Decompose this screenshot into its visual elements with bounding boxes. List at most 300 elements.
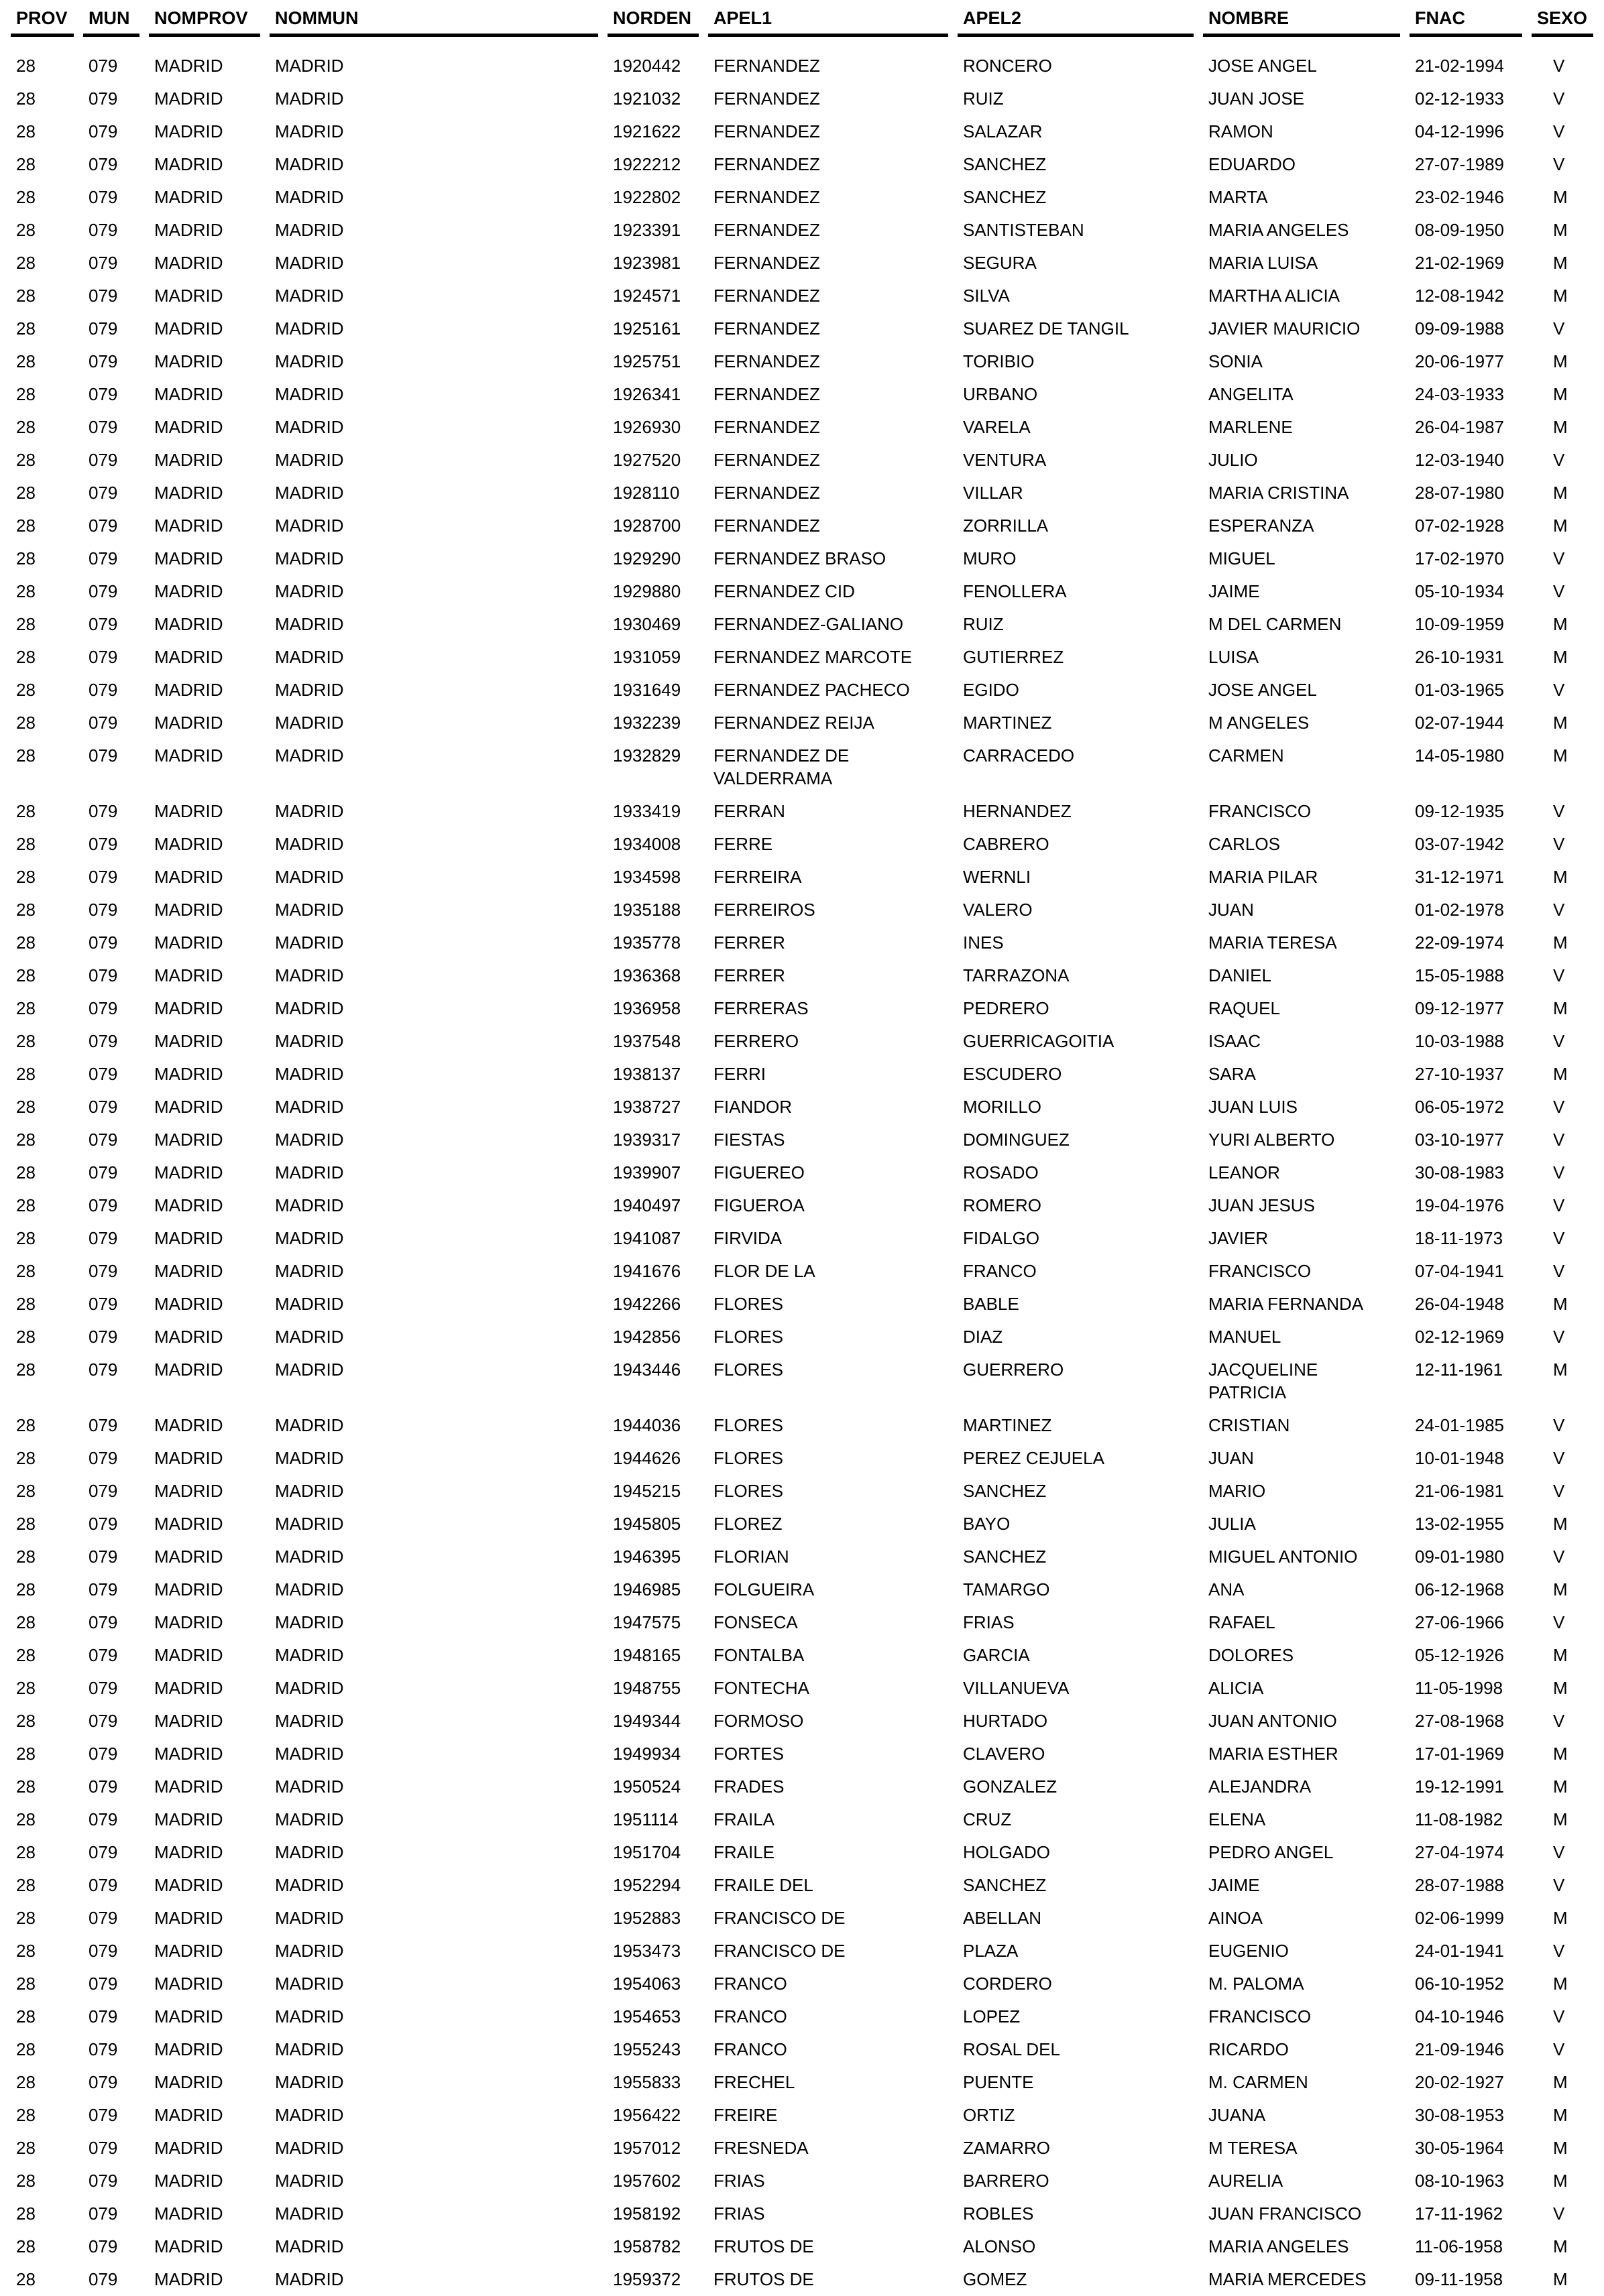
- table-row: [11, 2066, 1593, 2099]
- cell-nommun: MADRID: [275, 2072, 344, 2092]
- cell-apel2: FRIAS: [963, 1612, 1015, 1632]
- cell-sexo: V: [1553, 1327, 1565, 1347]
- cell-nommun: MADRID: [275, 1645, 344, 1665]
- cell-nomprov: MADRID: [154, 1064, 223, 1084]
- cell-prov: 28: [16, 417, 36, 437]
- cell-apel1: FREIRE: [713, 2105, 778, 2125]
- cell-nombre: JOSE ANGEL: [1208, 680, 1317, 700]
- cell-sexo: M: [1553, 1360, 1568, 1380]
- table-row: [11, 37, 1593, 82]
- cell-prov: 28: [16, 614, 36, 634]
- cell-nomprov: MADRID: [154, 932, 223, 953]
- cell-nommun: MADRID: [275, 1130, 344, 1150]
- cell-apel1: FERNANDEZ: [713, 56, 820, 76]
- cell-apel2: GONZALEZ: [963, 1776, 1057, 1797]
- cell-norden: 1927520: [613, 450, 681, 470]
- cell-sexo: M: [1553, 253, 1568, 273]
- cell-mun: 079: [89, 154, 118, 174]
- cell-apel1: FRUTOS DE: [713, 2236, 814, 2256]
- cell-nomprov: MADRID: [154, 1612, 223, 1632]
- cell-nommun: MADRID: [275, 1974, 344, 1994]
- cell-nommun: MADRID: [275, 1744, 344, 1764]
- cell-fnac: 11-06-1958: [1415, 2236, 1503, 2256]
- cell-apel2: LOPEZ: [963, 2006, 1021, 2027]
- cell-prov: 28: [16, 713, 36, 733]
- cell-apel1: FERNANDEZ: [713, 351, 820, 371]
- column-header-apel1: APEL1: [708, 0, 948, 37]
- cell-fnac: 09-11-1958: [1415, 2269, 1503, 2289]
- cell-prov: 28: [16, 483, 36, 503]
- cell-norden: 1921032: [613, 88, 681, 109]
- cell-norden: 1958782: [613, 2236, 681, 2256]
- table-row: [11, 959, 1593, 992]
- cell-sexo: V: [1553, 1448, 1565, 1468]
- cell-apel1: FLORIAN: [713, 1547, 789, 1567]
- table-row: [11, 1189, 1593, 1222]
- cell-fnac: 10-03-1988: [1415, 1031, 1504, 1051]
- cell-norden: 1928700: [613, 516, 681, 536]
- cell-nomprov: MADRID: [154, 1481, 223, 1501]
- table-row: [11, 1968, 1593, 2000]
- cell-sexo: M: [1553, 2236, 1568, 2256]
- cell-fnac: 27-08-1968: [1415, 1711, 1504, 1731]
- cell-sexo: V: [1553, 154, 1565, 174]
- cell-sexo: M: [1553, 516, 1568, 536]
- cell-norden: 1944626: [613, 1448, 681, 1468]
- cell-fnac: 18-11-1973: [1415, 1228, 1503, 1248]
- cell-nomprov: MADRID: [154, 614, 223, 634]
- cell-nomprov: MADRID: [154, 581, 223, 601]
- cell-mun: 079: [89, 88, 118, 109]
- cell-nombre: ALICIA: [1208, 1678, 1264, 1698]
- cell-nommun: MADRID: [275, 351, 344, 371]
- cell-nombre: JUAN: [1208, 1448, 1254, 1468]
- cell-nomprov: MADRID: [154, 187, 223, 207]
- census-table: [1, 0, 1603, 2296]
- cell-apel1: FRAILE DEL: [713, 1875, 813, 1895]
- table-row: [11, 608, 1593, 641]
- cell-apel1: FERRI: [713, 1064, 766, 1084]
- cell-mun: 079: [89, 932, 118, 953]
- cell-nommun: MADRID: [275, 1097, 344, 1117]
- cell-norden: 1945805: [613, 1514, 681, 1534]
- cell-fnac: 30-05-1964: [1415, 2138, 1504, 2158]
- cell-prov: 28: [16, 548, 36, 568]
- cell-apel2: ZORRILLA: [963, 516, 1049, 536]
- cell-sexo: V: [1553, 450, 1565, 470]
- cell-mun: 079: [89, 2236, 118, 2256]
- cell-apel1: FERNANDEZ REIJA: [713, 713, 874, 733]
- cell-apel2: ABELLAN: [963, 1908, 1042, 1928]
- cell-apel2: CLAVERO: [963, 1744, 1045, 1764]
- cell-apel1: FOLGUEIRA: [713, 1579, 815, 1599]
- cell-nombre: M. PALOMA: [1208, 1974, 1304, 1994]
- cell-fnac: 08-10-1963: [1415, 2171, 1504, 2191]
- cell-apel2: CRUZ: [963, 1809, 1012, 1829]
- table-row: [11, 1025, 1593, 1058]
- table-row: [11, 1639, 1593, 1672]
- cell-prov: 28: [16, 121, 36, 141]
- cell-norden: 1958192: [613, 2203, 681, 2224]
- cell-apel1: FIGUEREO: [713, 1162, 805, 1183]
- table-row: [11, 378, 1593, 411]
- cell-fnac: 19-04-1976: [1415, 1195, 1504, 1215]
- cell-fnac: 17-02-1970: [1415, 548, 1504, 568]
- cell-apel2: GOMEZ: [963, 2269, 1027, 2289]
- cell-apel1: FRANCO: [713, 2006, 787, 2027]
- cell-norden: 1932239: [613, 713, 681, 733]
- cell-apel1: FRIAS: [713, 2171, 765, 2191]
- cell-apel1: FIESTAS: [713, 1130, 785, 1150]
- cell-norden: 1921622: [613, 121, 681, 141]
- cell-nombre: JUAN: [1208, 900, 1254, 920]
- cell-mun: 079: [89, 1744, 118, 1764]
- cell-norden: 1941087: [613, 1228, 681, 1248]
- cell-nombre: ISAAC: [1208, 1031, 1261, 1051]
- cell-fnac: 06-10-1952: [1415, 1974, 1504, 1994]
- cell-nombre: JUAN JOSE: [1208, 88, 1305, 109]
- cell-nombre: AINOA: [1208, 1908, 1263, 1928]
- cell-nomprov: MADRID: [154, 450, 223, 470]
- cell-mun: 079: [89, 318, 118, 339]
- cell-norden: 1935778: [613, 932, 681, 953]
- cell-prov: 28: [16, 745, 36, 766]
- table-row: [11, 1409, 1593, 1442]
- cell-fnac: 27-10-1937: [1415, 1064, 1504, 1084]
- cell-fnac: 10-01-1948: [1415, 1448, 1504, 1468]
- cell-sexo: V: [1553, 2203, 1565, 2224]
- cell-nommun: MADRID: [275, 253, 344, 273]
- cell-nommun: MADRID: [275, 56, 344, 76]
- table-header-row: [11, 0, 1593, 37]
- cell-fnac: 04-10-1946: [1415, 2006, 1504, 2027]
- column-header-prov: PROV: [11, 0, 74, 37]
- cell-sexo: V: [1553, 680, 1565, 700]
- cell-norden: 1936958: [613, 998, 681, 1018]
- cell-nommun: MADRID: [275, 1327, 344, 1347]
- cell-nommun: MADRID: [275, 318, 344, 339]
- cell-mun: 079: [89, 1908, 118, 1928]
- cell-apel1: FERNANDEZ: [713, 450, 820, 470]
- cell-sexo: M: [1553, 2269, 1568, 2289]
- cell-mun: 079: [89, 1031, 118, 1051]
- table-row: [11, 542, 1593, 575]
- cell-fnac: 24-01-1941: [1415, 1941, 1504, 1961]
- cell-nombre: EUGENIO: [1208, 1941, 1289, 1961]
- table-row: [11, 2263, 1593, 2296]
- table-row: [11, 1606, 1593, 1639]
- cell-apel2: ROMERO: [963, 1195, 1041, 1215]
- cell-nombre: MARTHA ALICIA: [1208, 286, 1340, 306]
- cell-prov: 28: [16, 2269, 36, 2289]
- cell-mun: 079: [89, 548, 118, 568]
- cell-nombre: ELENA: [1208, 1809, 1266, 1829]
- cell-mun: 079: [89, 1195, 118, 1215]
- cell-norden: 1939317: [613, 1130, 681, 1150]
- cell-sexo: M: [1553, 932, 1568, 953]
- cell-apel2: PEREZ CEJUELA: [963, 1448, 1104, 1468]
- cell-apel2: VALERO: [963, 900, 1033, 920]
- cell-mun: 079: [89, 647, 118, 667]
- cell-sexo: V: [1553, 56, 1565, 76]
- cell-sexo: M: [1553, 614, 1568, 634]
- cell-norden: 1920442: [613, 56, 681, 76]
- cell-apel1: FERNANDEZ PACHECO: [713, 680, 910, 700]
- cell-mun: 079: [89, 1448, 118, 1468]
- cell-mun: 079: [89, 2138, 118, 2158]
- cell-nombre: DOLORES: [1208, 1645, 1294, 1665]
- cell-fnac: 08-09-1950: [1415, 220, 1504, 240]
- cell-apel1: FLORES: [713, 1294, 784, 1314]
- cell-prov: 28: [16, 900, 36, 920]
- cell-nomprov: MADRID: [154, 2203, 223, 2224]
- table-row: [11, 1836, 1593, 1869]
- cell-mun: 079: [89, 680, 118, 700]
- cell-nommun: MADRID: [275, 801, 344, 821]
- cell-sexo: V: [1553, 900, 1565, 920]
- cell-nommun: MADRID: [275, 483, 344, 503]
- column-header-mun: MUN: [83, 0, 139, 37]
- cell-nomprov: MADRID: [154, 351, 223, 371]
- cell-nomprov: MADRID: [154, 1744, 223, 1764]
- cell-fnac: 10-09-1959: [1415, 614, 1504, 634]
- cell-nommun: MADRID: [275, 1612, 344, 1632]
- cell-nommun: MADRID: [275, 713, 344, 733]
- cell-mun: 079: [89, 998, 118, 1018]
- cell-apel2: HERNANDEZ: [963, 801, 1072, 821]
- cell-fnac: 30-08-1953: [1415, 2105, 1504, 2125]
- cell-nombre: MARIA ANGELES: [1208, 220, 1349, 240]
- cell-sexo: M: [1553, 745, 1568, 766]
- cell-mun: 079: [89, 384, 118, 404]
- cell-nommun: MADRID: [275, 1162, 344, 1183]
- cell-apel1: FLOREZ: [713, 1514, 783, 1534]
- column-header-nommun: NOMMUN: [270, 0, 598, 37]
- cell-mun: 079: [89, 2269, 118, 2289]
- cell-fnac: 05-10-1934: [1415, 581, 1504, 601]
- cell-sexo: V: [1553, 1711, 1565, 1731]
- cell-mun: 079: [89, 253, 118, 273]
- cell-nombre: JULIA: [1208, 1514, 1256, 1534]
- cell-apel1: FIRVIDA: [713, 1228, 783, 1248]
- table-row: [11, 1058, 1593, 1091]
- cell-apel2: TARRAZONA: [963, 965, 1070, 985]
- cell-apel1: FONTALBA: [713, 1645, 805, 1665]
- cell-mun: 079: [89, 2006, 118, 2027]
- table-row: [11, 509, 1593, 542]
- cell-prov: 28: [16, 253, 36, 273]
- cell-apel2: VILLANUEVA: [963, 1678, 1070, 1698]
- cell-fnac: 24-01-1985: [1415, 1415, 1504, 1435]
- cell-nommun: MADRID: [275, 1294, 344, 1314]
- cell-nombre: JAVIER MAURICIO: [1208, 318, 1361, 339]
- column-header-fnac: FNAC: [1410, 0, 1522, 37]
- cell-nombre: RAFAEL: [1208, 1612, 1275, 1632]
- cell-nommun: MADRID: [275, 220, 344, 240]
- table-row: [11, 575, 1593, 608]
- cell-nombre: MANUEL: [1208, 1327, 1281, 1347]
- cell-apel1: FERNANDEZ: [713, 121, 820, 141]
- table-row: [11, 1902, 1593, 1935]
- cell-prov: 28: [16, 154, 36, 174]
- cell-nommun: MADRID: [275, 1064, 344, 1084]
- cell-prov: 28: [16, 1261, 36, 1281]
- cell-nommun: MADRID: [275, 548, 344, 568]
- cell-norden: 1946985: [613, 1579, 681, 1599]
- cell-norden: 1938137: [613, 1064, 681, 1084]
- cell-norden: 1926930: [613, 417, 681, 437]
- cell-prov: 28: [16, 1908, 36, 1928]
- cell-prov: 28: [16, 867, 36, 887]
- cell-apel2: CORDERO: [963, 1974, 1052, 1994]
- cell-nombre: ANA: [1208, 1579, 1245, 1599]
- cell-norden: 1949934: [613, 1744, 681, 1764]
- cell-nommun: MADRID: [275, 745, 344, 766]
- cell-fnac: 20-06-1977: [1415, 351, 1504, 371]
- cell-fnac: 09-09-1988: [1415, 318, 1504, 339]
- cell-apel1: FRANCISCO DE: [713, 1908, 846, 1928]
- cell-nomprov: MADRID: [154, 1579, 223, 1599]
- cell-fnac: 01-02-1978: [1415, 900, 1504, 920]
- cell-apel2: ROSAL DEL: [963, 2039, 1060, 2059]
- cell-prov: 28: [16, 1941, 36, 1961]
- cell-apel2: SALAZAR: [963, 121, 1043, 141]
- cell-fnac: 02-06-1999: [1415, 1908, 1504, 1928]
- cell-nomprov: MADRID: [154, 1908, 223, 1928]
- cell-norden: 1930469: [613, 614, 681, 634]
- cell-fnac: 30-08-1983: [1415, 1162, 1504, 1183]
- cell-apel1: FERNANDEZ: [713, 483, 820, 503]
- table-row: [11, 2000, 1593, 2033]
- cell-sexo: M: [1553, 1294, 1568, 1314]
- cell-fnac: 27-04-1974: [1415, 1842, 1504, 1862]
- cell-norden: 1938727: [613, 1097, 681, 1117]
- cell-apel2: FENOLLERA: [963, 581, 1067, 601]
- cell-sexo: V: [1553, 834, 1565, 854]
- cell-fnac: 23-02-1946: [1415, 187, 1504, 207]
- cell-nombre: RAMON: [1208, 121, 1273, 141]
- cell-nomprov: MADRID: [154, 1294, 223, 1314]
- cell-sexo: V: [1553, 1228, 1565, 1248]
- cell-prov: 28: [16, 88, 36, 109]
- cell-apel2: ROBLES: [963, 2203, 1034, 2224]
- cell-fnac: 09-12-1977: [1415, 998, 1504, 1018]
- cell-mun: 079: [89, 801, 118, 821]
- cell-apel2: SANCHEZ: [963, 154, 1047, 174]
- cell-mun: 079: [89, 417, 118, 437]
- table-row: [11, 2132, 1593, 2165]
- table-row: [11, 1540, 1593, 1573]
- cell-norden: 1924571: [613, 286, 681, 306]
- cell-prov: 28: [16, 680, 36, 700]
- cell-nomprov: MADRID: [154, 318, 223, 339]
- table-row: [11, 411, 1593, 444]
- cell-fnac: 01-03-1965: [1415, 680, 1504, 700]
- cell-nombre: SONIA: [1208, 351, 1263, 371]
- cell-prov: 28: [16, 1228, 36, 1248]
- cell-apel2: BARRERO: [963, 2171, 1049, 2191]
- cell-apel2: RUIZ: [963, 88, 1004, 109]
- cell-sexo: M: [1553, 1579, 1568, 1599]
- cell-mun: 079: [89, 1579, 118, 1599]
- cell-nombre: M TERESA: [1208, 2138, 1298, 2158]
- cell-prov: 28: [16, 318, 36, 339]
- cell-nombre: MIGUEL ANTONIO: [1208, 1547, 1358, 1567]
- cell-apel2: EGIDO: [963, 680, 1019, 700]
- cell-nommun: MADRID: [275, 1228, 344, 1248]
- cell-mun: 079: [89, 1842, 118, 1862]
- cell-mun: 079: [89, 2105, 118, 2125]
- cell-fnac: 21-02-1994: [1415, 56, 1504, 76]
- cell-apel1: FERNANDEZ: [713, 88, 820, 109]
- cell-mun: 079: [89, 1547, 118, 1567]
- cell-nombre: MARIA ESTHER: [1208, 1744, 1338, 1764]
- table-row: [11, 1508, 1593, 1540]
- table-row: [11, 1770, 1593, 1803]
- cell-nombre: MARLENE: [1208, 417, 1293, 437]
- cell-prov: 28: [16, 1974, 36, 1994]
- cell-nomprov: MADRID: [154, 1448, 223, 1468]
- cell-nommun: MADRID: [275, 1481, 344, 1501]
- cell-apel1: FLORES: [713, 1415, 784, 1435]
- cell-apel1: FIGUEROA: [713, 1195, 805, 1215]
- cell-apel2: TAMARGO: [963, 1579, 1050, 1599]
- cell-nommun: MADRID: [275, 2039, 344, 2059]
- table-row: [11, 115, 1593, 148]
- cell-fnac: 09-01-1980: [1415, 1547, 1504, 1567]
- cell-mun: 079: [89, 2171, 118, 2191]
- table-row: [11, 1803, 1593, 1836]
- cell-norden: 1949344: [613, 1711, 681, 1731]
- table-row: [11, 926, 1593, 959]
- cell-nombre: JOSE ANGEL: [1208, 56, 1317, 76]
- table-row: [11, 828, 1593, 861]
- cell-nomprov: MADRID: [154, 2072, 223, 2092]
- cell-prov: 28: [16, 1776, 36, 1797]
- cell-sexo: V: [1553, 1415, 1565, 1435]
- cell-sexo: M: [1553, 286, 1568, 306]
- cell-nomprov: MADRID: [154, 998, 223, 1018]
- cell-apel1: FERNANDEZ: [713, 253, 820, 273]
- cell-norden: 1955833: [613, 2072, 681, 2092]
- cell-apel2: ROSADO: [963, 1162, 1039, 1183]
- cell-prov: 28: [16, 1481, 36, 1501]
- cell-nombre: JUAN LUIS: [1208, 1097, 1298, 1117]
- cell-prov: 28: [16, 998, 36, 1018]
- cell-apel2: DOMINGUEZ: [963, 1130, 1070, 1150]
- cell-nombre: M ANGELES: [1208, 713, 1310, 733]
- cell-sexo: V: [1553, 801, 1565, 821]
- cell-nommun: MADRID: [275, 1678, 344, 1698]
- cell-nomprov: MADRID: [154, 1415, 223, 1435]
- cell-sexo: V: [1553, 318, 1565, 339]
- cell-prov: 28: [16, 1842, 36, 1862]
- cell-apel1: FERRE: [713, 834, 773, 854]
- cell-apel2: MURO: [963, 548, 1017, 568]
- cell-sexo: V: [1553, 1097, 1565, 1117]
- cell-sexo: M: [1553, 1974, 1568, 1994]
- cell-nombre: ESPERANZA: [1208, 516, 1314, 536]
- cell-fnac: 04-12-1996: [1415, 121, 1504, 141]
- table-row: [11, 82, 1593, 115]
- cell-prov: 28: [16, 1678, 36, 1698]
- cell-prov: 28: [16, 1514, 36, 1534]
- cell-norden: 1925161: [613, 318, 681, 339]
- cell-nomprov: MADRID: [154, 801, 223, 821]
- cell-mun: 079: [89, 1481, 118, 1501]
- cell-nommun: MADRID: [275, 2269, 344, 2289]
- cell-nommun: MADRID: [275, 187, 344, 207]
